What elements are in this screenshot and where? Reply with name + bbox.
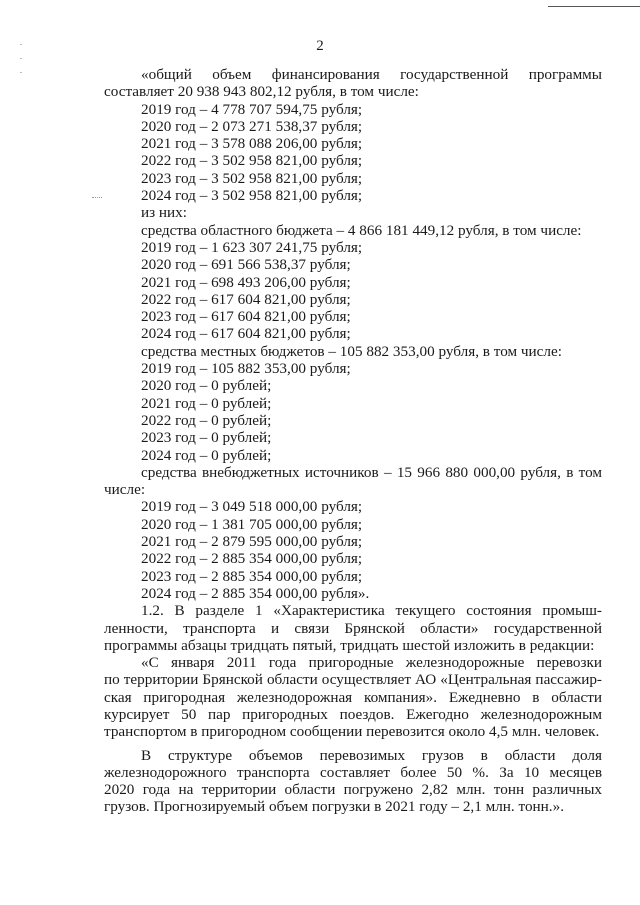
extrabudget-header-line: средства внебюджетных источников – 15 966 880 000,00 рубля, в том — [141, 463, 602, 481]
header-rule — [548, 6, 640, 7]
amendment-line: программы абзацы тридцать пятый, тридцать шестой изложить в редакции: — [104, 636, 595, 654]
total-year-item: 2021 год – 3 578 088 206,00 рубля; — [141, 135, 363, 153]
document-body — [104, 66, 602, 816]
quote2-line: 2020 года на территории области погружено 2,82 млн. тонн различных — [104, 781, 602, 799]
quote2-line: грузов. Прогнозируемый объем погрузки в 2021 году – 2,1 млн. тонн.». — [104, 798, 564, 816]
financing-intro-line: составляет 20 938 943 802,12 рубля, в том числе: — [104, 83, 419, 101]
amendment-line: 1.2. В разделе 1 «Характеристика текущего состояния промыш- — [141, 602, 602, 620]
extrabudget-header-line: числе: — [104, 481, 146, 499]
local-year-item: 2022 год – 0 рублей; — [141, 411, 272, 429]
total-year-item: 2022 год – 3 502 958 821,00 рубля; — [141, 152, 363, 170]
regional-year-item: 2019 год – 1 623 307 241,75 рубля; — [141, 238, 363, 256]
quote2-line: В структуре объемов перевозимых грузов в области доля — [141, 746, 602, 764]
page-number: 2 — [316, 38, 324, 54]
local-year-item: 2019 год – 105 882 353,00 рубля; — [141, 360, 351, 378]
total-year-item: 2023 год – 3 502 958 821,00 рубля; — [141, 169, 363, 187]
quote1-line: по территории Брянской области осуществляет АО «Центральная пассажир- — [104, 671, 602, 689]
regional-year-item: 2020 год – 691 566 538,37 рубля; — [141, 256, 351, 274]
total-year-item: 2019 год – 4 778 707 594,75 рубля; — [141, 100, 363, 118]
extrabudget-year-item: 2021 год – 2 879 595 000,00 рубля; — [141, 533, 363, 551]
quote2-line: железнодорожного транспорта составляет более 50 %. За 10 месяцев — [104, 763, 602, 781]
regional-year-item: 2022 год – 617 604 821,00 рубля; — [141, 290, 351, 308]
scan-speck — [20, 44, 22, 45]
regional-budget-header: средства областного бюджета – 4 866 181 449,12 рубля, в том числе: — [141, 221, 582, 239]
total-year-item: 2020 год – 2 073 271 538,37 рубля; — [141, 117, 363, 135]
total-year-item: 2024 год – 3 502 958 821,00 рубля; — [141, 187, 363, 205]
regional-year-item: 2021 год – 698 493 206,00 рубля; — [141, 273, 351, 291]
scan-speck — [20, 58, 22, 59]
regional-year-item: 2024 год – 617 604 821,00 рубля; — [141, 325, 351, 343]
local-year-item: 2023 год – 0 рублей; — [141, 429, 272, 447]
extrabudget-year-item: 2024 год – 2 885 354 000,00 рубля». — [141, 584, 370, 602]
margin-mark — [92, 197, 102, 198]
quote1-line: «С января 2011 года пригородные железнодорожные перевозки — [141, 654, 602, 672]
local-budget-header: средства местных бюджетов – 105 882 353,00 рубля, в том числе: — [141, 342, 562, 360]
quote1-line: ская пригородная железнодорожная компания». Ежедневно в области — [104, 688, 602, 706]
local-year-item: 2020 год – 0 рублей; — [141, 377, 272, 395]
local-year-item: 2021 год – 0 рублей; — [141, 394, 272, 412]
financing-intro-line: «общий объем финансирования государственной программы — [141, 66, 602, 83]
extrabudget-year-item: 2022 год – 2 885 354 000,00 рубля; — [141, 550, 363, 568]
extrabudget-year-item: 2019 год – 3 049 518 000,00 рубля; — [141, 498, 363, 516]
quote1-line: транспортом в пригородном сообщении перевозится около 4,5 млн. человек. — [104, 723, 600, 741]
scan-speck — [20, 72, 22, 73]
extrabudget-year-item: 2020 год – 1 381 705 000,00 рубля; — [141, 515, 363, 533]
extrabudget-year-item: 2023 год – 2 885 354 000,00 рубля; — [141, 567, 363, 585]
of-them-label: из них: — [141, 204, 187, 222]
quote1-line: курсирует 50 пар пригородных поездов. Ежегодно железнодорожным — [104, 705, 602, 723]
local-year-item: 2024 год – 0 рублей; — [141, 446, 272, 464]
amendment-line: ленности, транспорта и связи Брянской области» государственной — [104, 619, 602, 637]
regional-year-item: 2023 год – 617 604 821,00 рубля; — [141, 308, 351, 326]
